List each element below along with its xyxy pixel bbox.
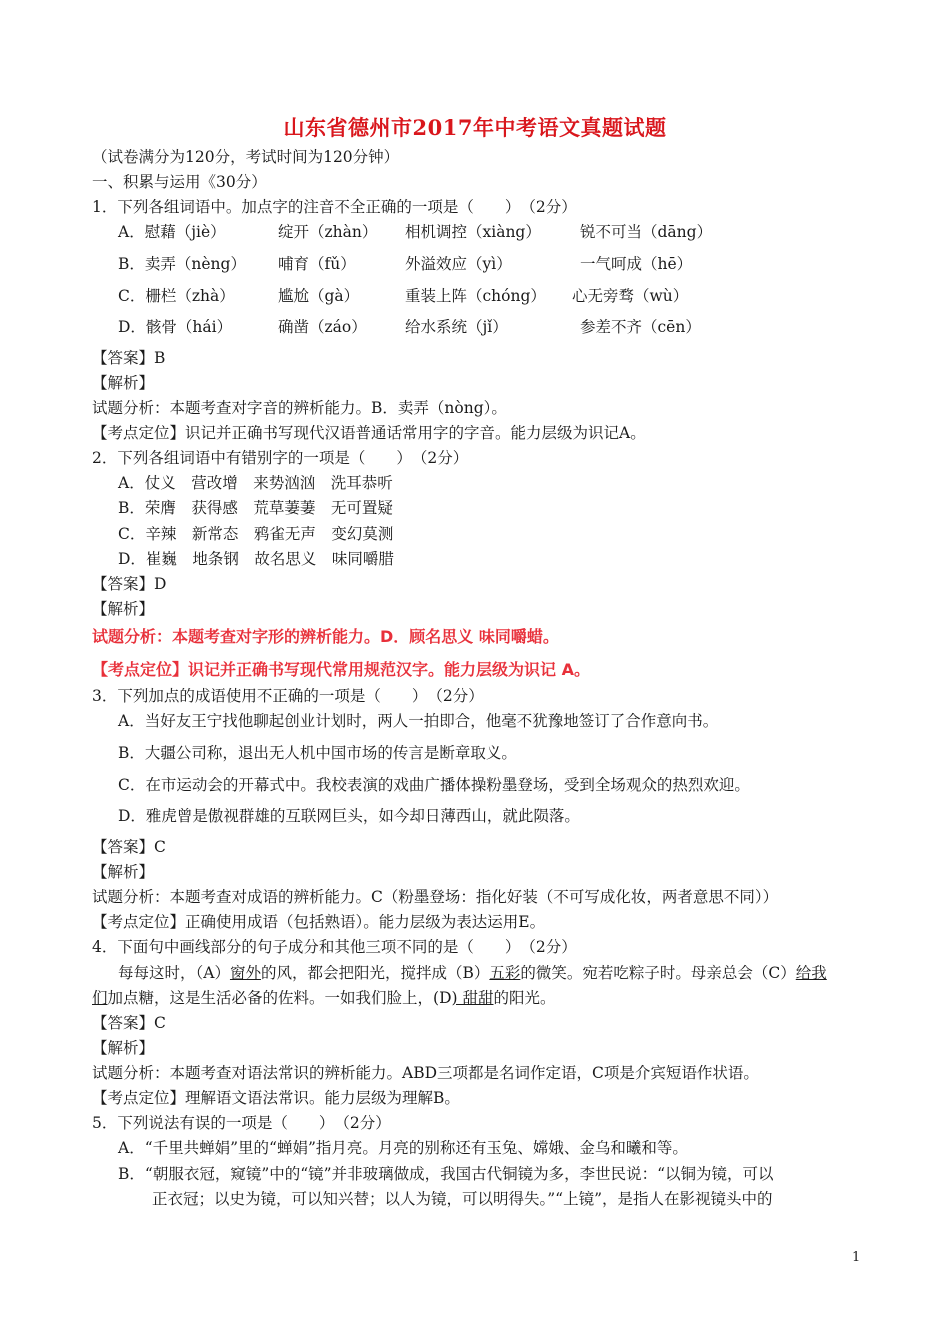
q5-option-b-line-1: B．“朝服衣冠，窥镜”中的“镜”并非玻璃做成，我国古代铜镜为多，李世民说：“以铜为镜，可以 [118,1165,774,1183]
q1-point: 【考点定位】识记并正确书写现代汉语普通话常用字的字音。能力层级为识记A。 [92,424,646,442]
page-title: 山东省德州市2017年中考语文真题试题 [283,115,667,140]
q1-option-c-1: C．栅栏（zhà） [118,287,235,305]
q3-option-c: C．在市运动会的开幕式中。我校表演的戏曲广播体操粉墨登场，受到全场观众的热烈欢迎。 [118,776,750,794]
q2-analysis-label: 【解析】 [92,600,155,618]
q2-answer: 【答案】D [92,575,167,593]
q1-option-b-3: 外溢效应（yì） [405,255,512,273]
q4-underline-a: 窗外 [229,964,261,982]
q1-option-a-4: 锐不可当（dāng） [580,223,713,241]
q4-point: 【考点定位】理解语文语法常识。能力层级为理解B。 [92,1089,460,1107]
question-4-stem: 4．下面句中画线部分的句子成分和其他三项不同的是（ ） （2分） [92,938,577,956]
q4-underline-c-cont: 们 [92,989,108,1007]
q2-point: 【考点定位】识记并正确书写现代常用规范汉字。能力层级为识记 A。 [92,660,590,679]
q1-option-d-2: 确凿（záo） [278,318,367,336]
q1-option-a-1: A．慰藉（jiè） [118,223,226,241]
q4-analysis-label: 【解析】 [92,1039,155,1057]
q5-option-b-line-2: 正衣冠；以史为镜，可以知兴替；以人为镜，可以明得失。”“上镜”，是指人在影视镜头中的 [152,1190,773,1208]
q3-option-a: A．当好友王宁找他聊起创业计划时，两人一拍即合，他毫不犹豫地签订了合作意向书。 [118,712,719,730]
q1-option-c-3: 重装上阵（chóng） [405,287,546,305]
question-3-stem: 3．下列加点的成语使用不正确的一项是（ ） （2分） [92,687,484,705]
q1-option-b-2: 哺育（fǔ） [278,255,356,273]
q4-text: 每每这时，（A） [118,964,230,982]
q3-option-b: B．大疆公司称，退出无人机中国市场的传言是断章取义。 [118,744,517,762]
q4-text: 的风，都会把阳光，搅拌成（B） [260,964,490,982]
q4-passage-line-1 [118,963,827,983]
question-1-stem: 1．下列各组词语中。加点字的注音不全正确的一项是（ ） （2分） [92,198,577,216]
q4-text: 加点糖，这是生活必备的佐料。一如我们脸上，(D [107,989,452,1007]
exam-meta: （试卷满分为120分，考试时间为120分钟） [92,148,400,166]
q3-point: 【考点定位】正确使用成语（包括熟语）。能力层级为表达运用E。 [92,913,546,931]
q2-option-b: B．荣膺 获得感 荒草萋萋 无可置疑 [118,499,393,517]
q3-analysis: 试题分析：本题考查对成语的辨析能力。C（粉墨登场：指化好装（不可写成化妆，两者意思不同）） [92,888,779,906]
q4-analysis: 试题分析：本题考查对语法常识的辨析能力。ABD三项都是名词作定语，C项是介宾短语作状语。 [92,1064,759,1082]
q4-passage-line-2 [92,988,556,1008]
q3-analysis-label: 【解析】 [92,863,155,881]
q1-analysis-label: 【解析】 [92,374,155,392]
q4-answer: 【答案】C [92,1014,166,1032]
q5-option-a: A．“千里共蝉娟”里的“蝉娟”指月亮。月亮的别称还有玉兔、嫦娥、金乌和曦和等。 [118,1139,688,1157]
section-heading: 一、积累与运用《30分） [92,173,267,191]
q4-underline-c: 给我 [795,964,827,982]
question-5-stem: 5．下列说法有误的一项是（ ） （2分） [92,1114,391,1132]
q4-text: 的微笑。宛若吃粽子时。母亲总会（C） [520,964,796,982]
q2-option-c: C．辛辣 新常态 鸦雀无声 变幻莫测 [118,525,394,543]
q4-underline-b: 五彩 [489,964,521,982]
question-2-stem: 2．下列各组词语中有错别字的一项是（ ） （2分） [92,449,469,467]
q1-option-c-2: 尴尬（gà） [278,287,360,305]
q1-option-d-3: 给水系统（jǐ） [405,318,508,336]
q4-underline-d: ) 甜甜 [451,989,494,1007]
q1-option-d-4: 参差不齐（cēn） [580,318,701,336]
q1-option-c-4: 心无旁骛（wù） [572,287,689,305]
q2-analysis: 试题分析：本题考查对字形的辨析能力。D．顾名思义 味同嚼蜡。 [92,627,559,646]
q2-option-a: A．仗义 营改增 来势汹汹 洗耳恭听 [118,474,393,492]
q1-option-b-1: B．卖弄（nèng） [118,255,246,273]
q2-option-d: D．崔巍 地条钢 故名思义 味同嚼腊 [118,550,394,568]
q1-answer: 【答案】B [92,349,166,367]
q4-text: 的阳光。 [493,989,556,1007]
q1-option-a-3: 相机调控（xiàng） [405,223,541,241]
q3-option-d: D．雅虎曾是傲视群雄的互联网巨头，如今却日薄西山，就此陨落。 [118,807,580,825]
q1-analysis: 试题分析：本题考查对字音的辨析能力。B．卖弄（nòng）。 [92,399,507,417]
q1-option-b-4: 一气呵成（hē） [580,255,693,273]
q1-option-a-2: 绽开（zhàn） [278,223,378,241]
page-number: 1 [852,1250,861,1265]
q3-answer: 【答案】C [92,838,166,856]
q1-option-d-1: D．骸骨（hái） [118,318,233,336]
